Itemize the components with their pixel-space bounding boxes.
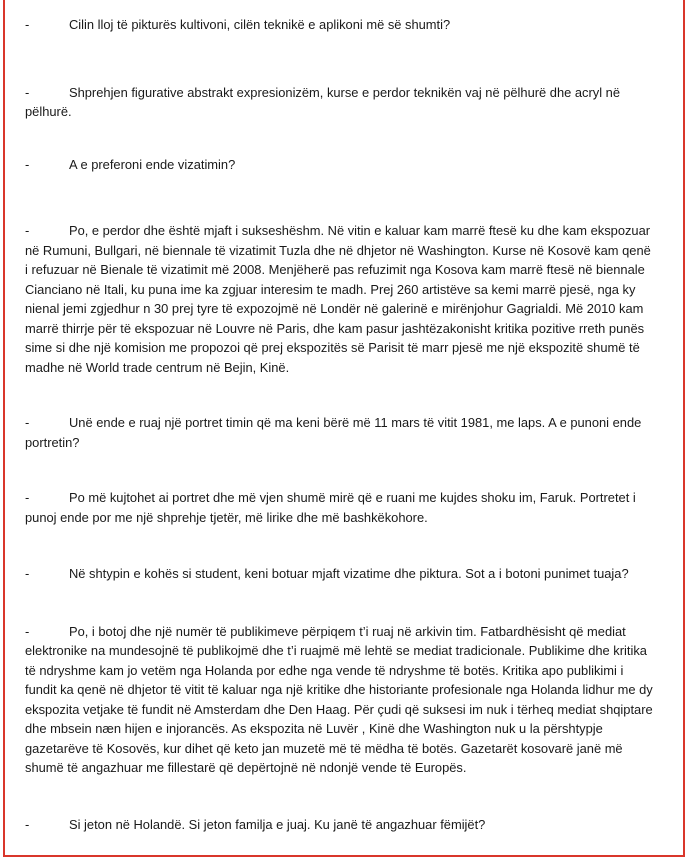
document-body: [25, 15, 655, 834]
paragraph-question-5: [25, 815, 655, 835]
paragraph-question-4: [25, 564, 655, 584]
paragraph-answer-2: [25, 221, 655, 377]
paragraph-answer-1: [25, 83, 655, 122]
paragraph-text: Si jeton në Holandë. Si jeton familja e juaj. Ku janë të angazhuar fëmijët?: [69, 816, 486, 832]
bullet-dash: -: [25, 84, 30, 100]
paragraph-question-2: [25, 155, 655, 175]
bullet-dash: -: [25, 17, 30, 32]
paragraph-text: Po, i botoj dhe një numër të publikimeve përpiqem t’i ruaj në arkivin tim. Fatbardhësisht që mediat elektronike na mundesojnë të publikojmë dhe t’i ruajmë më lehtë se mediat tradicionale. Publikime dhe kritika të ndryshme kam jo vetëm nga Holanda por edhe nga vende të ndryshme të botës. Kritika apo publikimi i fundit ka qenë në dhjetor të vitit të kaluar nga një kritike dhe historiante profesionale nga Holanda lidhur me dy ekspozita vetjake të fundit në Amsterdam dhe Den Haag. Për çudi që suksesi im nuk i tërheq mediat shqiptare dhe mbsein næn hijen e injorancës. As ekspozita në Luvër , Kinë dhe Washington nuk u la përshtypje gazetarëve të Kosovës, kur dihet që keto jan muzetë më të mëdha të botës. Gazetarët kosovarë janë më shumë të angazhuar me fillestarë që depërtojnë në ndonjë vende të Europës.: [25, 623, 653, 775]
bullet-dash: -: [25, 816, 30, 832]
paragraph-answer-4: [25, 622, 655, 778]
bullet-dash: -: [25, 223, 30, 238]
paragraph-text: Unë ende e ruaj një portret timin që ma keni bërë më 11 mars të vitit 1981, me laps. A e punoni ende portretin?: [25, 415, 642, 450]
paragraph-text: Po më kujtohet ai portret dhe më vjen shumë mirë që e ruani me kujdes shoku im, Faruk. Portretet i punoj ende por me një shprehje tjetër, më lirike dhe më bashkëkohore.: [25, 490, 636, 525]
paragraph-text: Po, e perdor dhe është mjaft i sukseshëshm. Në vitin e kaluar kam marrë ftesë ku dhe kam ekspozuar në Rumuni, Bullgari, në biennale të vizatimit Tuzla dhe në dhjetor në Washington. Kurse në Kosovë kam qenë i refuzuar në Bienale të vizatimit më 2008. Menjëherë pas refuzimit nga Kosova kam marrë ftesë në biennale Cianciano në Itali, ku puna ime ka zgjuar interesim te madh. Prej 260 artistëve sa kemi marrë pjesë, nga ky nienal jemi zgjedhur n 30 prej tyre të expozojmë në Londër në galerinë e mirënjohur Gagrialdi. Më 2010 kam marrë thirrje për të ekspozuar në Louvre në Paris, dhe kam pasur jashtëzakonisht kritika pozitive rreth punës sime si dhe një komision me propozoi që prej ekspozitës së Parisit të marr pjesë me një ekspozitë shumë të madhe në World trade centrum në Bejin, Kinë.: [25, 223, 651, 375]
bullet-dash: -: [25, 490, 30, 505]
bullet-dash: -: [25, 623, 30, 639]
paragraph-text: A e preferoni ende vizatimin?: [69, 156, 236, 172]
paragraph-question-1: [25, 15, 655, 35]
page-frame: [3, 0, 685, 857]
bullet-dash: -: [25, 566, 30, 581]
paragraph-text: Cilin lloj të pikturës kultivoni, cilën teknikë e aplikoni më së shumti?: [69, 17, 451, 32]
bullet-dash: -: [25, 156, 30, 172]
paragraph-text: Në shtypin e kohës si student, keni botuar mjaft vizatime dhe piktura. Sot a i botoni punimet tuaja?: [69, 566, 629, 581]
paragraph-text: Shprehjen figurative abstrakt expresionizëm, kurse e perdor teknikën vaj në pëlhurë dhe acryl në pëlhurë.: [25, 84, 621, 119]
bullet-dash: -: [25, 415, 30, 430]
paragraph-question-3: [25, 413, 655, 452]
paragraph-answer-3: [25, 488, 655, 527]
